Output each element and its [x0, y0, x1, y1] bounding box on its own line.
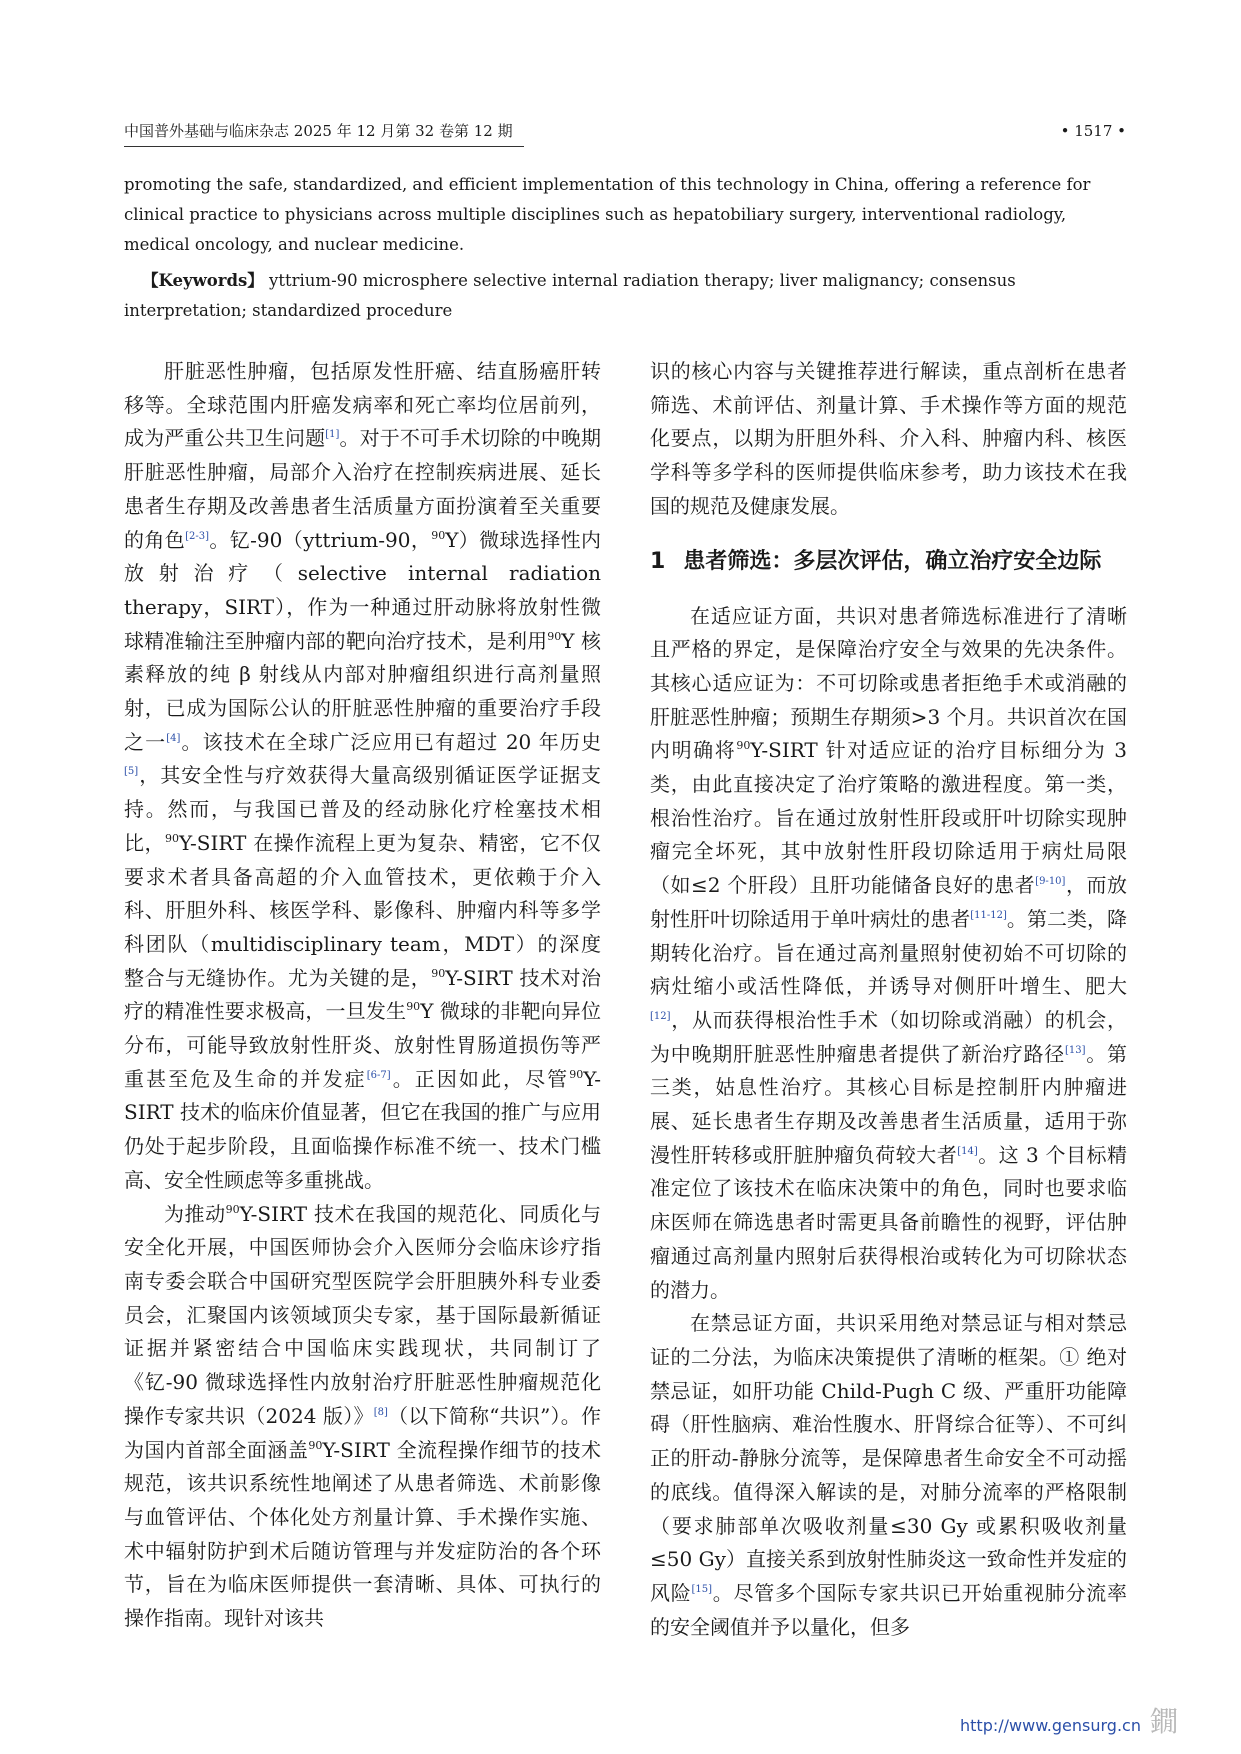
keywords-text: yttrium-90 microsphere selective internal radiation therapy; liver malignancy; consensus interpretation; standardized procedure [124, 271, 1016, 320]
page-header [124, 116, 1126, 146]
citation-link[interactable]: [13] [1064, 1044, 1086, 1056]
citation-link[interactable]: [12] [650, 1010, 671, 1022]
right-column [650, 355, 1127, 1644]
citation-link[interactable]: [15] [691, 1583, 713, 1595]
paragraph: 在适应证方面，共识对患者筛选标准进行了清晰且严格的界定，是保障治疗安全与效果的先决条件。其核心适应证为：不可切除或患者拒绝手术或消融的肝脏恶性肿瘤；预期生存期须>3 个月。共识首次在国内明确将$^{90}$Y-SIRT 针对适应证的治疗目标细分为 3 类，由此直接决定了治疗策略的激进程度。第一类，根治性治疗。旨在通过放射性肝段或肝叶切除实现肿瘤完全坏死，其中放射性肝段切除适用于病灶局限（如≤2 个肝段）且肝功能储备良好的患者[9-10]，而放射性肝叶切除适用于单叶病灶的患者[11-12]。第二类，降期转化治疗。旨在通过高剂量照射使初始不可切除的病灶缩小或活性降低，并诱导对侧肝叶增生、肥大[12]，从而获得根治性手术（如切除或消融）的机会，为中晚期肝脏恶性肿瘤患者提供了新治疗路径[13]。第三类，姑息性治疗。其核心目标是控制肝内肿瘤进展、延长患者生存期及改善患者生活质量，适用于弥漫性肝转移或肝脏肿瘤负荷较大者[14]。这 3 个目标精准定位了该技术在临床决策中的角色，同时也要求临床医师在筛选患者时需更具备前瞻性的视野，评估肿瘤通过高剂量内照射后获得根治或转化为可切除状态的潜力。 [650, 603, 1128, 1302]
isotope-superscript: 90 [164, 831, 179, 845]
section-number: 1 [650, 548, 666, 574]
paragraph: 肝脏恶性肿瘤，包括原发性肝癌、结直肠癌肝转移等。全球范围内肝癌发病率和死亡率均位居前列，成为严重公共卫生问题[1]。对于不可手术切除的中晚期肝脏恶性肿瘤，局部介入治疗在控制疾病进展、延长患者生存期及改善患者生活质量方面扮演着至关重要的角色[2-3]。钇-90（yttrium-90，$^{90}$Y）微球选择性内放射治疗（selective internal radiation therapy，SIRT），作为一种通过肝动脉将放射性微球精准输注至肿瘤内部的靶向治疗技术，是利用$^{90}$Y 核素释放的纯 β 射线从内部对肿瘤组织进行高剂量照射，已成为国际公认的肝脏恶性肿瘤的重要治疗手段之一[4]。该技术在全球广泛应用已有超过 20 年历史[5]，其安全性与疗效获得大量高级别循证医学证据支持。然而，与我国已普及的经动脉化疗栓塞技术相比，$^{90}$Y-SIRT 在操作流程上更为复杂、精密，它不仅要求术者具备高超的介入血管技术，更依赖于介入科、肝胆外科、核医学科、影像科、肿瘤内科等多学科团队（multidisciplinary team，MDT）的深度整合与无缝协作。尤为关键的是，$^{90}$Y-SIRT 技术对治疗的精准性要求极高，一旦发生$^{90}$Y 微球的非靶向异位分布，可能导致放射性肝炎、放射性胃肠道损伤等严重甚至危及生命的并发症[6-7]。正因如此，尽管$^{90}$Y-SIRT 技术的临床价值显著，但它在我国的推广与应用仍处于起步阶段，且面临操作标准不统一、技术门槛高、安全性顾虑等多重挑战。 [124, 359, 602, 1192]
abstract-continuation [124, 170, 1126, 326]
abstract-text: promoting the safe, standardized, and efficient implementation of this technology in China, offering a reference for clinical practice to physicians across multiple disciplines such as hepatobiliary surgery, interventional radiology, medical oncology, and nuclear medicine. [124, 175, 1091, 254]
isotope-superscript: 90 [406, 1000, 421, 1014]
isotope-superscript: 90 [547, 629, 562, 643]
isotope-superscript: 90 [736, 739, 751, 753]
isotope-superscript: 90 [431, 966, 446, 980]
header-rule [124, 146, 524, 147]
paragraph: 识的核心内容与关键推荐进行解读，重点剖析在患者筛选、术前评估、剂量计算、手术操作等方面的规范化要点，以期为肝胆外科、介入科、肿瘤内科、核医学科等多学科的医师提供临床参考，助力该技术在我国的规范及健康发展。 [650, 359, 1127, 518]
left-column [124, 355, 601, 1636]
citation-link[interactable]: [8] [373, 1406, 388, 1418]
section-heading [650, 545, 1127, 578]
citation-link[interactable]: [9-10] [1035, 876, 1066, 888]
citation-link[interactable]: [14] [957, 1145, 978, 1157]
paragraph: 为推动$^{90}$Y-SIRT 技术在我国的规范化、同质化与安全化开展，中国医师协会介入医师分会临床诊疗指南专委会联合中国研究型医院学会肝胆胰外科专业委员会，汇聚国内该领域顶尖专家，基于国际最新循证证据并紧密结合中国临床实践现状，共同制订了《钇-90 微球选择性内放射治疗肝脏恶性肿瘤规范化操作专家共识（2024 版）》[8]（以下简称“共识”）。作为国内首部全面涵盖$^{90}$Y-SIRT 全流程操作细节的技术规范，该共识系统性地阐述了从患者筛选、术前影像与血管评估、个体化处方剂量计算、手术操作实施、术中辐射防护到术后随访管理与并发症防治的各个环节，旨在为临床医师提供一套清晰、具体、可执行的操作指南。现针对该共 [124, 1201, 602, 1631]
section-title: 患者筛选：多层次评估，确立治疗安全边际 [683, 548, 1102, 574]
keywords-label: 【Keywords】 [142, 271, 264, 290]
citation-link[interactable]: [2-3] [185, 530, 210, 542]
citation-link[interactable]: [5] [124, 766, 139, 778]
citation-link[interactable]: [6-7] [366, 1069, 391, 1081]
isotope-superscript: 90 [308, 1438, 323, 1452]
citation-link[interactable]: [11-12] [970, 909, 1007, 921]
keywords-line [124, 266, 1126, 326]
citation-link[interactable]: [4] [166, 732, 181, 744]
isotope-superscript: 90 [431, 528, 446, 542]
page-number: • 1517 • [1060, 122, 1126, 140]
journal-title: 中国普外基础与临床杂志 2025 年 12 月第 32 卷第 12 期 [124, 122, 513, 140]
journal-logo-icon: 鐗 [1149, 1705, 1178, 1738]
paragraph: 在禁忌证方面，共识采用绝对禁忌证与相对禁忌证的二分法，为临床决策提供了清晰的框架。① 绝对禁忌证，如肝功能 Child-Pugh C 级、严重肝功能障碍（肝性脑病、难治性腹水、肝肾综合征等）、不可纠正的肝动-静脉分流等，是保障患者生命安全不可动摇的底线。值得深入解读的是，对肺分流率的严格限制（要求肺部单次吸收剂量≤30 Gy 或累积吸收剂量≤50 Gy）直接关系到放射性肺炎这一致命性并发症的风险[15]。尽管多个国际专家共识已开始重视肺分流率的安全阈值并予以量化，但多 [650, 1311, 1128, 1639]
citation-link[interactable]: [1] [325, 429, 340, 441]
isotope-superscript: 90 [225, 1202, 240, 1216]
journal-url-link[interactable]: http://www.gensurg.cn [960, 1716, 1141, 1735]
isotope-superscript: 90 [569, 1067, 584, 1081]
